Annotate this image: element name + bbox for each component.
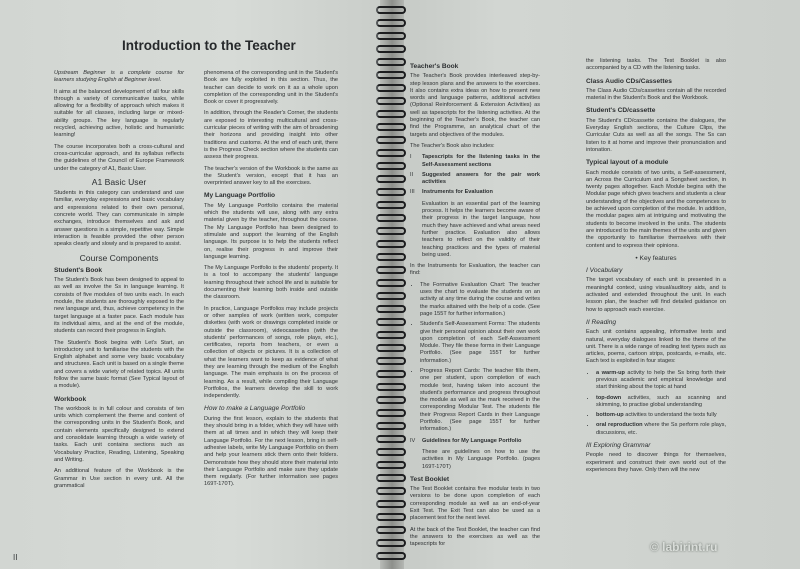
typical-layout-paragraph: Each module consists of two units, a Self-assessment, an Across the Curriculum and a Songsheet section, in twenty pages altogether. Each Module begins with the Modular page which gives teachers and students a clear understanding of the objectives and the competences to be achieved upon completion of the module. In addition, the modular pages aim at intriguing and motivating the students to become involved in the units. The students are introduced to the main themes of the units and given the opportunity to familiarise themselves with their content and to express their opinions. <box>586 169 726 249</box>
intro-paragraph-2: It aims at the balanced development of all four skills through a variety of communicative tasks, while allowing for a flexibility of approach which makes it suitable for all classes, including large or mixed-ability groups. The key language is regularly recycled, achieving active, holistic and humanistic learning! <box>54 88 184 139</box>
spiral-ring <box>376 539 406 547</box>
teachers-book-paragraph-1: The Teacher's Book provides interleaved step-by-step lesson plans and the answers to the exercises. It also contains extra ideas on how to present new words and language patterns, additional activities (Optional Reinforcement & Extension Activities) as well as tapescripts for the listening activities. At the beginning of the Teacher's Book, the teacher can find the Programme, an analytical chart of the targets and objectives of the modules. <box>410 73 540 138</box>
spiral-ring <box>376 188 406 196</box>
list-item: • top-down activities, such as scanning and skimming, to practise global understanding <box>596 395 726 410</box>
list-item: IV Guidelines for My Language Portfolio <box>410 437 522 444</box>
spiral-ring <box>376 292 406 300</box>
spiral-ring <box>376 526 406 534</box>
heading-a1-basic-user: A1 Basic User <box>91 176 147 187</box>
heading-teachers-book: Teacher's Book <box>410 63 459 70</box>
page-number: II <box>13 553 18 562</box>
students-book-paragraph-1: The Student's Book has been designed to appeal to as well as involve the Ss in language learning. It consists of five modules of two units each. In each module, the students are thoroughly exposed to the new language and, thus, achieve competency in the target language at a faster pace. Each module has its individual aims, and at the end of the module, students can record their progress in English. <box>54 277 184 335</box>
list-item: • Student's Self-Assessment Forms: The students give their personal opinion about their own work upon completion of each Self-Assessment Module. They file these forms in their Language Portfolio. (See page 155T for further information.) <box>420 321 540 365</box>
heading-vocabulary: I Vocabulary <box>586 267 623 275</box>
grammar-paragraph: People need to discover things for themselves, experiment and construct their own world out of the experiences they have. Only then will the new <box>586 452 726 473</box>
reading-paragraph: Each unit contains appealing, informative texts and natural, everyday dialogues linked to the theme of the unit. There is a wide range of reading text types such as articles, poems, cartoon strips, postcards, e-mails, etc. Each text is exploited in four stages: <box>586 329 726 365</box>
reading-stages-list <box>596 370 726 437</box>
spiral-ring <box>376 240 406 248</box>
list-item: I Tapescripts for the listening tasks in the Self-Assessment sections <box>410 154 540 168</box>
spiral-ring <box>376 305 406 313</box>
list-item: II Suggested answers for the pair work activities <box>410 171 540 186</box>
workbook-paragraph-1: The workbook is in full colour and consists of ten units which complement the theme and content of the corresponding units in the Student's Book, and contain elements specifically designed to extend and consolidate learning through a wide variety of tasks. Each unit contains sections such as Vocabulary Practice, Reading, Listening, Speaking and Writing. <box>54 405 184 463</box>
spiral-ring <box>376 357 406 365</box>
right-page <box>398 0 800 569</box>
left-column-2 <box>204 70 338 493</box>
left-column-1 <box>54 70 184 494</box>
spiral-ring <box>376 123 406 131</box>
heading-students-book: Student's Book <box>54 266 103 274</box>
test-booklet-paragraph-1: The Test Booklet contains five modular tests in two versions to be done upon completion of each corresponding module as well as an end-of-year Exit Test. The Exit Test can also be used as a placement test for the next level. <box>410 486 540 522</box>
heading-test-booklet: Test Booklet <box>410 475 450 483</box>
spiral-ring <box>376 552 406 560</box>
guidelines-paragraph: These are guidelines on how to use the activities in My Language Portfolio. (pages 169T-170T) <box>422 448 540 470</box>
list-item: • The Formative Evaluation Chart: The teacher uses the chart to evaluate the students on an activity at any time during the course and writes the marks attained with the help of a code. (See page 155T for further information.) <box>420 282 540 318</box>
page-title: Introduction to the Teacher <box>122 38 296 53</box>
spiral-ring <box>376 149 406 157</box>
list-item: • a warm-up activity to help the Ss bring forth their previous academic and empirical knowledge and start thinking about the topic at hand <box>596 370 726 392</box>
heading-typical-layout: Typical layout of a module <box>586 159 669 167</box>
intro-paragraph-1: Upstream Beginner is a complete course for learners studying English at Beginner level. <box>54 70 184 84</box>
class-audio-paragraph: The Class Audio CDs/cassettes contain all the recorded material in the Student's Book and the Workbook. <box>586 87 726 102</box>
a1-paragraph: Students in this category can understand and use familiar, everyday expressions and basic vocabulary and expressions related to their own personal, concrete world. They can communicate in simple exchanges, introduce themselves and ask and answer questions in a simple, repetitive way. Simple interaction is feasible provided the other person speaks clearly and slowly and is prepared to assist. <box>54 190 184 248</box>
spiral-ring <box>376 513 406 521</box>
watermark: © labirint.ru <box>650 540 718 554</box>
heading-reading: II Reading <box>586 318 617 326</box>
workbook-paragraph-3: phenomena of the corresponding unit in the Student's Book are fully exploited in this section. Thus, the teacher can decide to work on it as a whole upon completion of the corresponding unit in the Student's Book or cover it progressively. <box>204 70 338 106</box>
spiral-ring <box>376 175 406 183</box>
left-page <box>0 0 388 569</box>
spiral-ring <box>376 58 406 66</box>
spiral-ring <box>376 344 406 352</box>
guidelines-list <box>410 438 540 445</box>
evaluation-paragraph: Evaluation is an essential part of the learning process. It helps the learners become aware of their progress in the target language, how much they have achieved and what areas need further practice. Evaluation also allows teachers to reflect on the validity of their teaching practices and the types of material being used. <box>422 200 540 258</box>
spiral-ring <box>376 110 406 118</box>
spiral-ring <box>376 396 406 404</box>
spiral-ring <box>376 500 406 508</box>
heading-how-to-make-portfolio: How to make a Language Portfolio <box>204 405 306 413</box>
intro-paragraph-3: The course incorporates both a cross-cultural and cross-curricular approach, and its syllabus reflects the guidelines of the Council of Europe Framework under the category of A1, Basic User. <box>54 143 184 172</box>
list-item: III Instruments for Evaluation <box>410 189 493 196</box>
list-item: • bottom-up activities to understand the texts fully <box>596 412 726 419</box>
teachers-workbook-paragraph: The teacher's version of the Workbook is the same as the Student's version, except that it has an overprinted answer key to all the exercises. <box>204 165 338 187</box>
heading-workbook: Workbook <box>54 395 87 403</box>
readers-corner-paragraph: In addition, through the Reader's Corner, the students are exposed to interesting multicultural and cross-curricular pieces of writing with the aim of broadening their horizons and providing insight into other traditions and customs. At the end of each unit, there is the Progress Check section where the students can assess their progress. <box>204 110 338 161</box>
portfolio-paragraph-1: The My Language Portfolio contains the material which the students will use, along with any extra material given by the teacher, throughout the course. The My Language Portfolio has been designed to stimulate and support the learning of the English language. Its purpose is to help the students reflect on, realise their progress in and improve their language learning. <box>204 202 338 260</box>
heading-key-features: • Key features <box>635 254 677 262</box>
spiral-ring <box>376 84 406 92</box>
spiral-ring <box>376 331 406 339</box>
portfolio-paragraph-3: In practice, Language Portfolios may include projects or other samples of work (written work, computer diskettes (with work or drawings completed inside or outside the classroom), videocassettes (with the students' performances of songs, role plays, etc.), certificates, reports from teachers, or even a collection of objects or pictures. It is a collection of what the learners want to keep as evidence of what they are learning through the medium of the English language. The main emphasis is on the process of learning. As a result, while compiling their Language Portfolios, the learners develop the skill to work independently. <box>204 305 338 400</box>
test-booklet-paragraph-3: the listening tasks. The Test Booklet is also accompanied by a CD with the listening tasks. <box>586 58 726 72</box>
list-item: • Progress Report Cards: The teacher fills them, one per student, upon completion of each module test, having taken into account the student's performance and progress throughout the module as well as the mark received in the corresponding Modular Test. The students file their Progress Report Cards in their Language Portfolio. (See page 155T for further information.) <box>420 368 540 434</box>
spiral-ring <box>376 71 406 79</box>
list-item: • oral reproduction where the Ss perform role plays, discussions, etc. <box>596 422 726 437</box>
spiral-ring <box>376 19 406 27</box>
heading-class-audio: Class Audio CDs/Cassettes <box>586 77 672 85</box>
evaluation-intro: In the Instruments for Evaluation, the teacher can find: <box>410 263 540 277</box>
heading-students-cd: Student's CD/cassette <box>586 107 656 115</box>
right-column-1 <box>410 58 540 553</box>
portfolio-paragraph-4: During the first lesson, explain to the students that they should bring in a folder, which they will have with them at all times and in which they will keep their Language Portfolio. For the next lesson, bring in self-adhesive labels, write My Language Portfolio on them and help your learners stick them onto their folders. Demonstrate how they should store their material into their Language Portfolio and make sure they update them regularly. (For further information see pages 169T-170T). <box>204 415 338 488</box>
test-booklet-paragraph-2: At the back of the Test Booklet, the teacher can find the answers to the exercises as well as the tapescripts for <box>410 526 540 548</box>
teachers-book-list <box>410 154 540 196</box>
workbook-paragraph-2: An additional feature of the Workbook is the Grammar in Use section in every unit. All the grammatical <box>54 468 184 489</box>
spiral-ring <box>376 487 406 495</box>
students-book-paragraph-2: The Student's Book begins with Let's Start, an introductory unit to familiarise the students with the English alphabet and some very basic vocabulary and structures. Each unit is based on a single theme and covers a wide variety of related topics. All units follow the same basic format (See Typical layout of a module). <box>54 339 184 390</box>
heading-course-components: Course Components <box>79 252 159 263</box>
spiral-ring <box>376 253 406 261</box>
spiral-ring <box>376 266 406 274</box>
spiral-ring <box>376 45 406 53</box>
portfolio-paragraph-2: The My Language Portfolio is the students' property. It is a tool to accompany the students' language learning throughout their school life and is suitable for documenting their learning both inside and outside the classroom. <box>204 265 338 301</box>
spiral-ring <box>376 318 406 326</box>
spiral-ring <box>376 6 406 14</box>
teachers-book-paragraph-2: The Teacher's Book also includes: <box>410 142 495 149</box>
right-column-2 <box>586 58 726 478</box>
heading-my-language-portfolio: My Language Portfolio <box>204 192 276 200</box>
spiral-ring <box>376 370 406 378</box>
spiral-ring <box>376 32 406 40</box>
spiral-ring <box>376 136 406 144</box>
spiral-ring <box>376 474 406 482</box>
spiral-ring <box>376 448 406 456</box>
spiral-ring <box>376 422 406 430</box>
spiral-ring <box>376 214 406 222</box>
spiral-ring <box>376 97 406 105</box>
spiral-ring <box>376 461 406 469</box>
spiral-ring <box>376 435 406 443</box>
evaluation-bullets <box>420 282 540 434</box>
students-cd-paragraph: The Student's CD/cassette contains the dialogues, the Everyday English sections, the Culture Clips, the Curricular Cuts as well as all the songs. The Ss can listen to it at home and improve their pronunciation and intonation. <box>586 117 726 153</box>
spiral-ring <box>376 162 406 170</box>
spiral-ring <box>376 279 406 287</box>
spiral-ring <box>376 409 406 417</box>
spiral-ring <box>376 227 406 235</box>
vocabulary-paragraph: The target vocabulary of each unit is presented in a meaningful context, using visual/auditory aids, and is activated and extended throughout the unit. In each lesson plan, the teacher will find detailed guidance on how to approach each exercise. <box>586 277 726 313</box>
heading-exploring-grammar: III Exploring Grammar <box>586 442 651 450</box>
spiral-ring <box>376 201 406 209</box>
spiral-ring <box>376 383 406 391</box>
